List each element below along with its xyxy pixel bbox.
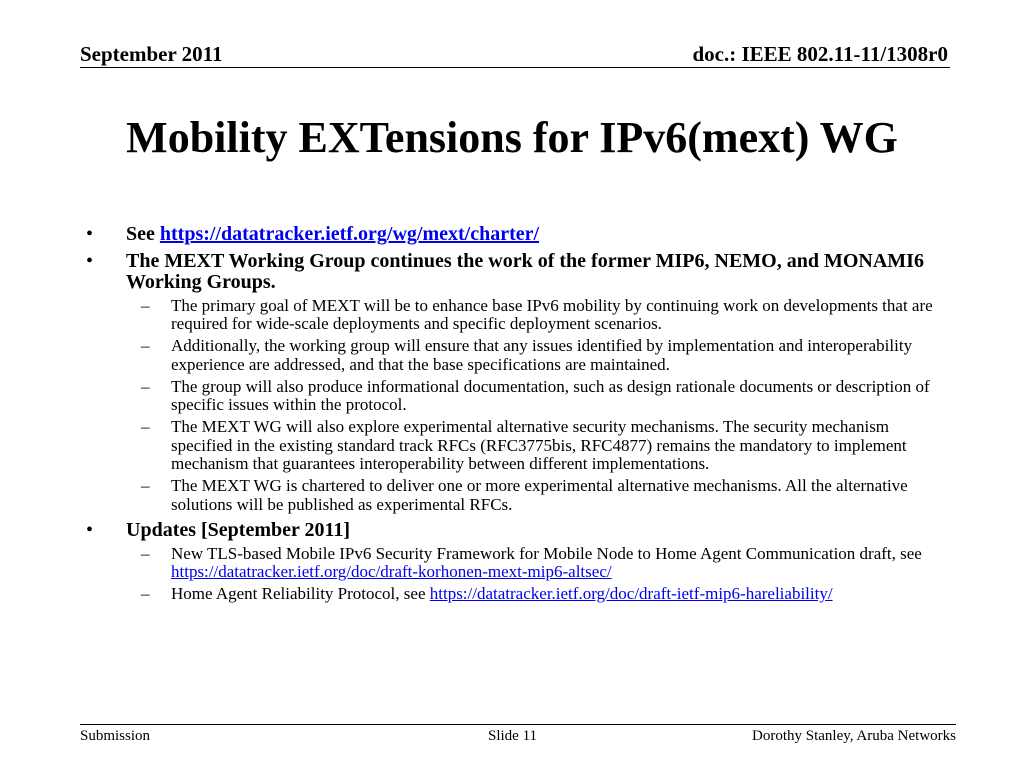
sub-text: New TLS-based Mobile IPv6 Security Framework for Mobile Node to Home Agent Communication draft, see: [171, 543, 922, 563]
bullet-mext-working-group: [86, 251, 946, 293]
hareliability-draft-link[interactable]: https://datatracker.ietf.org/doc/draft-ietf-mip6-hareliability/: [429, 584, 833, 603]
charter-link[interactable]: https://datatracker.ietf.org/wg/mext/charter/: [159, 223, 540, 245]
bullet-prefix: See: [126, 223, 160, 245]
slide-title: Mobility EXTensions for IPv6(mext) WG: [126, 113, 898, 162]
bullet-see-charter: [86, 224, 946, 245]
sub-marker: –: [141, 476, 150, 495]
bullet-updates: [86, 520, 946, 541]
sub-marker: –: [141, 584, 150, 603]
slide-content: [86, 224, 946, 604]
sub-text: Additionally, the working group will ensure that any issues identified by implementation and interoperability experience are addressed, and that the base specifications are maintained.: [171, 336, 913, 374]
sub-item: [86, 585, 946, 604]
sub-marker: –: [141, 417, 150, 436]
bullet-marker: •: [86, 223, 94, 245]
bullet-marker: •: [86, 250, 94, 272]
footer-rule: [80, 724, 956, 725]
sub-item: [86, 477, 946, 514]
sub-marker: –: [141, 295, 150, 315]
bullet-marker: •: [86, 519, 94, 541]
sub-text: The group will also produce informational documentation, such as design rationale documents or description of specific issues within the protocol.: [171, 376, 930, 414]
footer-submission: Submission: [80, 728, 151, 744]
bullet-text: Updates [September 2011]: [126, 519, 351, 541]
sub-text: The primary goal of MEXT will be to enhance base IPv6 mobility by continuing work on developments that are required for wide-scale deployments and specific deployment scenarios.: [171, 295, 933, 333]
footer-author: Dorothy Stanley, Aruba Networks: [752, 728, 956, 744]
sub-text: Home Agent Reliability Protocol, see: [171, 584, 430, 603]
sub-marker: –: [141, 336, 150, 355]
header-doc-id: doc.: IEEE 802.11-11/1308r0: [692, 42, 948, 66]
footer-slide-number: Slide 11: [488, 728, 538, 744]
sub-text: The MEXT WG will also explore experimental alternative security mechanisms. The security mechanism specified in the existing standard track RFCs (RFC3775bis, RFC4877) remains the mandatory to implement mechanism that guarantees interoperability between different implementations.: [171, 417, 907, 473]
sub-item: [86, 418, 946, 474]
sub-marker: –: [141, 543, 150, 563]
sub-marker: –: [141, 376, 150, 396]
sub-list-updates: [86, 545, 946, 604]
header-rule: [80, 67, 950, 68]
bullet-text: The MEXT Working Group continues the work of the former MIP6, NEMO, and MONAMI6 Working Groups.: [126, 250, 924, 293]
sub-item: [86, 378, 946, 415]
sub-item: [86, 297, 946, 334]
sub-list-mext: [86, 297, 946, 515]
sub-text: The MEXT WG is chartered to deliver one or more experimental alternative mechanisms. All the alternative solutions will be published as experimental RFCs.: [171, 476, 908, 514]
sub-item: [86, 337, 946, 374]
sub-item: [86, 545, 946, 582]
header-date: September 2011: [80, 42, 223, 66]
altsec-draft-link[interactable]: https://datatracker.ietf.org/doc/draft-korhonen-mext-mip6-altsec/: [171, 562, 612, 581]
